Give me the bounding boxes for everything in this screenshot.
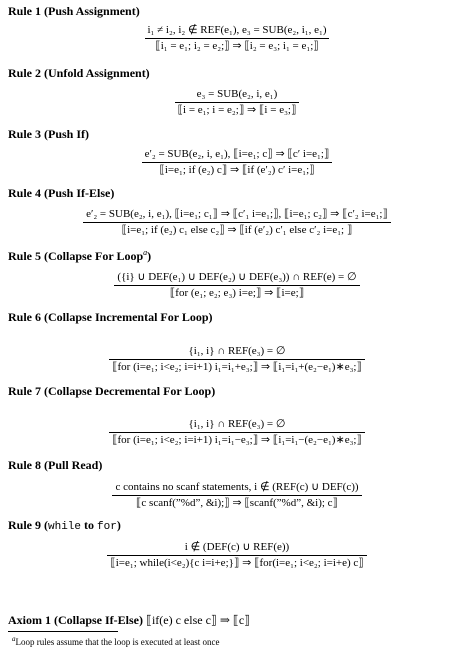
rule-1-title: Rule 1 (Push Assignment) — [8, 4, 140, 18]
rule-7-premise: {i₁, i} ∩ REF(e₃) = ∅ — [188, 418, 286, 430]
rule-4-premise: e′₂ = SUB(e₂, i, e₁), ⟦i=e₁; c₁⟧ ⇒ ⟦c′₁ i=e₁;⟧, ⟦i=e₁; c₂⟧ ⇒ ⟦c′₂ i=e₁;⟧ — [86, 208, 388, 220]
inference-bar — [145, 38, 330, 39]
rule-5-title-close: ) — [147, 249, 152, 263]
inference-bar — [112, 495, 361, 496]
rule-3-conclusion: ⟦i=e₁; if (e₂) c⟧ ⇒ ⟦if (e′₂) c′ i=e₁;⟧ — [159, 164, 315, 176]
rule-7-inference — [0, 418, 474, 447]
rule-3-premise: e′₂ = SUB(e₂, i, e₁), ⟦i=e₁; c⟧ ⇒ ⟦c′ i=e₁;⟧ — [144, 148, 330, 160]
footnote-text: Loop rules assume that the loop is executed at least once — [15, 637, 220, 647]
rule-1-inference — [0, 24, 474, 53]
rule-4-conclusion: ⟦i=e₁; if (e₂) c₁ else c₂⟧ ⇒ ⟦if (e′₂) c′₁ else c′₂ i=e₁; ⟧ — [121, 224, 353, 236]
rule-1-premise: i₁ ≠ i₂, i₂ ∉ REF(e₁), e₃ = SUB(e₂, i₁, e₁) — [147, 24, 327, 36]
rule-9-conclusion: ⟦i=e₁; while(i<e₂){c i=i+e;}⟧ ⇒ ⟦for(i=e₁; i<e₂; i=i+e) c⟧ — [110, 557, 364, 569]
rule-8-inference — [0, 481, 474, 510]
rule-6-title: Rule 6 (Collapse Incremental For Loop) — [8, 310, 213, 324]
footnote-marker: a — [143, 248, 148, 257]
rule-5-title — [8, 248, 151, 264]
rule-9-inference — [0, 541, 474, 570]
axiom-1-body: ⟦if(e) c else c⟧ ⇒ ⟦c⟧ — [146, 613, 251, 627]
rule-3-inference — [0, 148, 474, 177]
inference-bar — [109, 432, 365, 433]
rule-9-title-keyword-while: while — [48, 521, 82, 533]
rule-9-title — [8, 518, 121, 533]
rule-6-inference — [0, 345, 474, 374]
rule-5-conclusion: ⟦for (e₁; e₂; e₃) i=e;⟧ ⇒ ⟦i=e;⟧ — [169, 287, 305, 299]
rule-8-title: Rule 8 (Pull Read) — [8, 458, 103, 472]
inference-bar — [107, 555, 366, 556]
rule-2-premise: e₃ = SUB(e₂, i, e₁) — [196, 88, 278, 100]
rule-9-premise: i ∉ (DEF(c) ∪ REF(e)) — [184, 541, 290, 553]
rule-8-premise: c contains no scanf statements, i ∉ (REF(c) ∪ DEF(c)) — [115, 481, 359, 493]
rule-4-inference — [0, 208, 474, 237]
rule-6-premise: {i₁, i} ∩ REF(e₃) = ∅ — [188, 345, 286, 357]
rule-6-conclusion: ⟦for (i=e₁; i<e₂; i=i+1) i₁=i₁+e₃;⟧ ⇒ ⟦i₁=i₁+(e₂−e₁)∗e₃;⟧ — [112, 361, 362, 373]
rule-2-title: Rule 2 (Unfold Assignment) — [8, 66, 150, 80]
axiom-1 — [8, 613, 250, 628]
rule-5-title-text: Rule 5 (Collapse For Loop — [8, 249, 144, 263]
inference-bar — [83, 222, 391, 223]
rule-3-title: Rule 3 (Push If) — [8, 127, 90, 141]
rule-4-title: Rule 4 (Push If-Else) — [8, 186, 115, 200]
rule-7-conclusion: ⟦for (i=e₁; i<e₂; i=i+1) i₁=i₁−e₃;⟧ ⇒ ⟦i₁=i₁−(e₂−e₁)∗e₃;⟧ — [112, 434, 362, 446]
axiom-1-title: Axiom 1 (Collapse If-Else) — [8, 613, 143, 627]
inference-bar — [114, 285, 359, 286]
footnote — [12, 635, 219, 647]
inference-bar — [109, 359, 365, 360]
rule-5-inference — [0, 271, 474, 300]
inference-bar — [142, 162, 333, 163]
rule-9-title-pre: Rule 9 ( — [8, 518, 48, 532]
rule-8-conclusion: ⟦c scanf(”%d”, &i);⟧ ⇒ ⟦scanf(”%d”, &i); c⟧ — [135, 497, 338, 509]
inference-bar — [175, 102, 300, 103]
footnote-divider — [8, 631, 118, 632]
footnote-mark: a — [12, 635, 16, 643]
rule-7-title: Rule 7 (Collapse Decremental For Loop) — [8, 384, 216, 398]
rule-9-title-mid: to — [81, 518, 98, 532]
rule-5-premise: ({i} ∪ DEF(e₁) ∪ DEF(e₂) ∪ DEF(e₃)) ∩ REF(e) = ∅ — [117, 271, 357, 283]
rule-2-conclusion: ⟦i = e₁; i = e₂;⟧ ⇒ ⟦i = e₃;⟧ — [177, 104, 297, 116]
rule-9-title-close: ) — [116, 518, 121, 532]
rule-1-conclusion: ⟦i₁ = e₁; i₂ = e₂;⟧ ⇒ ⟦i₂ = e₃; i₁ = e₁;⟧ — [155, 40, 319, 52]
rule-2-inference — [0, 88, 474, 117]
rule-9-title-keyword-for: for — [97, 521, 117, 533]
